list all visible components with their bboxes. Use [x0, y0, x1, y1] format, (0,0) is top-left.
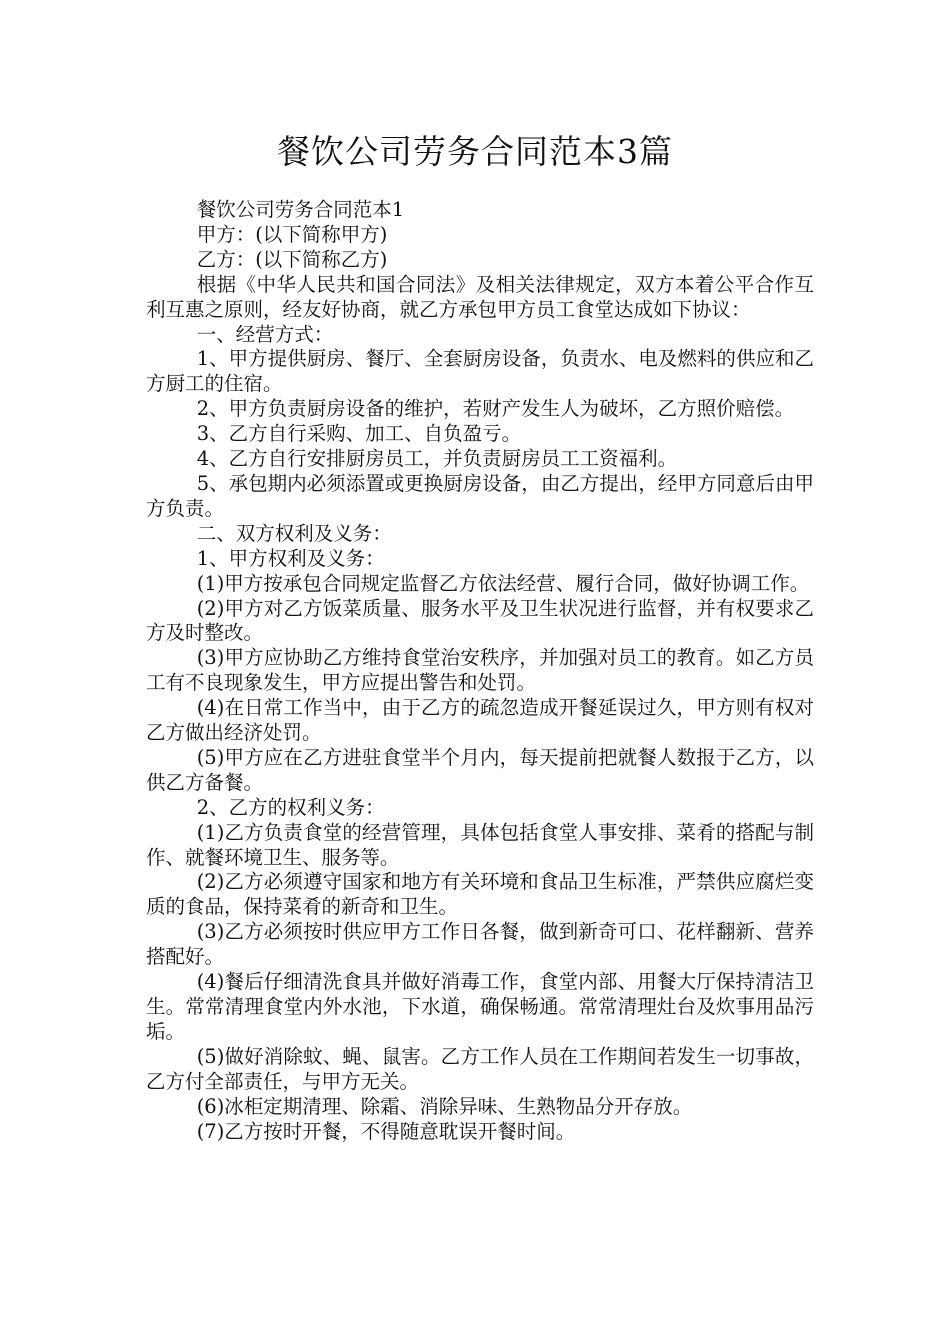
paragraph: (2)乙方必须遵守国家和地方有关环境和食品卫生标准，严禁供应腐烂变质的食品，保持菜肴的新奇和卫生。 — [146, 870, 814, 919]
paragraph: 1、甲方提供厨房、餐厅、全套厨房设备，负责水、电及燃料的供应和乙方厨工的住宿。 — [146, 347, 814, 396]
paragraph: 3、乙方自行采购、加工、自负盈亏。 — [196, 422, 522, 446]
paragraph-preamble: 根据《中华人民共和国合同法》及相关法律规定，双方本着公平合作互利互惠之原则，经友好协商，就乙方承包甲方员工食堂达成如下协议： — [146, 272, 814, 321]
section-heading-operation: 一、经营方式： — [196, 322, 334, 346]
section-heading-rights: 二、双方权利及义务： — [196, 521, 392, 545]
paragraph: 4、乙方自行安排厨房员工，并负责厨房员工工资福利。 — [196, 447, 678, 471]
paragraph: (3)甲方应协助乙方维持食堂治安秩序，并加强对员工的教育。如乙方员工有不良现象发生，甲方应提出警告和处罚。 — [146, 646, 814, 695]
paragraph-contract-heading: 餐饮公司劳务合同范本1 — [196, 198, 405, 221]
paragraph: (7)乙方按时开餐，不得随意耽误开餐时间。 — [196, 1119, 576, 1143]
paragraph: (6)冰柜定期清理、除霜、消除异味、生熟物品分开存放。 — [196, 1094, 693, 1118]
paragraph: (5)甲方应在乙方进驻食堂半个月内，每天提前把就餐人数报于乙方，以供乙方备餐。 — [146, 745, 814, 794]
paragraph: (4)餐后仔细清洗食具并做好消毒工作，食堂内部、用餐大厅保持清洁卫生。常常清理食堂内外水池，下水道，确保畅通。常常清理灶台及炊事用品污垢。 — [146, 970, 814, 1043]
subsection-heading-party-b: 2、乙方的权利义务： — [196, 795, 385, 819]
document-title: 餐饮公司劳务合同范本3篇 — [277, 132, 673, 171]
paragraph: 2、甲方负责厨房设备的维护，若财产发生人为破坏，乙方照价赔偿。 — [196, 397, 795, 421]
paragraph: (2)甲方对乙方饭菜质量、服务水平及卫生状况进行监督，并有权要求乙方及时整改。 — [146, 596, 814, 645]
paragraph-party-a: 甲方：(以下简称甲方) — [196, 222, 388, 246]
paragraph: (1)乙方负责食堂的经营管理，具体包括食堂人事安排、菜肴的搭配与制作、就餐环境卫生、服务等。 — [146, 820, 814, 869]
paragraph: 5、承包期内必须添置或更换厨房设备，由乙方提出，经甲方同意后由甲方负责。 — [146, 471, 814, 520]
subsection-heading-party-a: 1、甲方权利及义务： — [196, 546, 385, 570]
paragraph: (1)甲方按承包合同规定监督乙方依法经营、履行合同，做好协调工作。 — [196, 571, 810, 595]
paragraph: (5)做好消除蚊、蝇、鼠害。乙方工作人员在工作期间若发生一切事故，乙方付全部责任，与甲方无关。 — [146, 1044, 814, 1093]
paragraph: (3)乙方必须按时供应甲方工作日各餐，做到新奇可口、花样翻新、营养搭配好。 — [146, 920, 814, 969]
paragraph: (4)在日常工作当中，由于乙方的疏忽造成开餐延误过久，甲方则有权对乙方做出经济处罚。 — [146, 696, 814, 745]
document-body — [146, 198, 814, 1144]
paragraph-party-b: 乙方：(以下简称乙方) — [196, 247, 388, 271]
